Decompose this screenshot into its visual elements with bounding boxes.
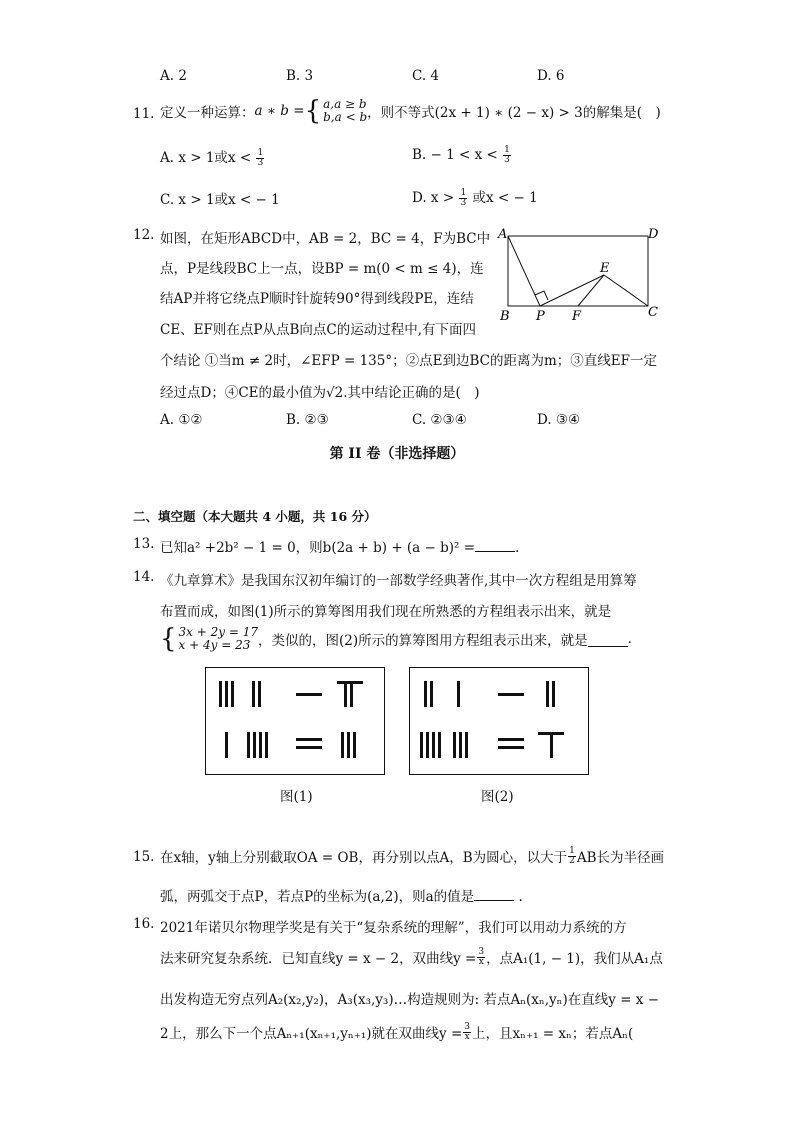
label-P: P <box>536 309 545 322</box>
q12-line-6: 经过点D；④CE的最小值为√2.其中结论正确的是( ) <box>160 385 480 401</box>
q14-eq1: 3x + 2y = 17 <box>178 625 258 639</box>
q12-option-c[interactable]: C. ②③④ <box>412 412 467 428</box>
q15-end: . <box>518 889 523 905</box>
q11-frac-b: $\frac{1}{3}$ <box>504 145 510 165</box>
q10-option-a[interactable]: A. 2 <box>160 68 187 84</box>
q14-eq2: x + 4y = 23 <box>178 638 251 652</box>
q15-line-2-text: 弧，两弧交于点P，若点P的坐标为(a,2)，则a的值是 <box>160 889 475 905</box>
section-2-heading: 二、填空题（本大题共 4 小题，共 16 分） <box>133 509 377 524</box>
q11-case1: a,a ≥ b <box>323 97 367 111</box>
q11-suffix: ，则不等式(2x + 1) ∗ (2 − x) > 3的解集是( ) <box>367 105 661 121</box>
q15-answer-blank[interactable] <box>474 886 514 901</box>
figure-1-caption: 图(1) <box>280 789 313 805</box>
q13-number: 13. <box>133 536 155 552</box>
q10-option-c[interactable]: C. 4 <box>412 68 440 84</box>
q11-option-a[interactable] <box>160 146 265 168</box>
q12-line-3: 结AP并将它绕点P顺时针旋转90°得到线段PE，连结 <box>160 291 474 307</box>
q14-number: 14. <box>133 569 155 585</box>
q16-line-2-pre: 法来研究复杂系统．已知直线y = x − 2，双曲线y = <box>160 951 477 967</box>
figure-2-caption: 图(2) <box>481 789 514 805</box>
q13-end: . <box>515 540 520 556</box>
q14-system-1: { 3x + 2y = 17 x + 4y = 23 <box>160 624 258 654</box>
q12-option-d[interactable]: D. ③④ <box>537 412 581 428</box>
q15-frac: $\frac{1}{2}$ <box>569 845 575 866</box>
label-B: B <box>500 309 510 322</box>
q16-line-4-pre: 2上，那么下一个点Aₙ₊₁(xₙ₊₁,yₙ₊₁)就在双曲线y = <box>160 1026 463 1042</box>
q15-number: 15. <box>133 849 155 865</box>
q12-option-b[interactable]: B. ②③ <box>286 412 329 428</box>
q11-option-d-pre: D. x > <box>412 190 455 206</box>
q11-stem <box>160 98 661 124</box>
q16-line-3: 出发构造无穷点列A₂(x₂,y₂)，A₃(x₃,y₃)…构造规则为: 若点Aₙ(xₙ,yₙ)在直线y = x − <box>160 992 660 1008</box>
q12-rectangle-figure <box>492 222 672 322</box>
q16-line-2-post: ，点A₁(1, − 1)，我们从A₁点 <box>486 951 663 967</box>
q11-piecewise: { a,a ≥ b b,a < b <box>304 96 368 126</box>
q11-option-b[interactable] <box>412 146 512 165</box>
q12-line-4: CE、EF则在点P从点B向点C的运动过程中,有下面四 <box>160 322 477 338</box>
q16-line-4-post: 上，且xₙ₊₁ = xₙ；若点Aₙ( <box>472 1026 634 1042</box>
q11-frac-d: $\frac{1}{3}$ <box>460 188 467 208</box>
q16-line-2 <box>160 947 663 967</box>
q11-case2: b,a < b <box>323 110 368 124</box>
q10-options <box>160 68 680 88</box>
q16-frac-1: $\frac{3}{x}$ <box>478 946 485 967</box>
q16-line-4 <box>160 1022 633 1042</box>
q11-prefix: 定义一种运算： <box>160 105 255 121</box>
q14-line-3 <box>160 626 632 652</box>
q12-number: 12. <box>133 227 155 243</box>
q13-answer-blank[interactable] <box>475 537 515 552</box>
label-D: D <box>648 227 659 242</box>
figure-1-counting-rods <box>205 667 385 775</box>
q14-answer-blank[interactable] <box>588 632 628 647</box>
q15-line-1 <box>160 846 664 866</box>
q11-op: a ∗ b = <box>254 103 305 119</box>
q12-line-5: 个结论 ①当m ≠ 2时，∠EFP = 135°；②点E到边BC的距离为m；③直线EF一定 <box>160 353 657 369</box>
q14-end: . <box>627 631 632 647</box>
q11-option-a-text: A. x > 1或x < <box>160 150 252 166</box>
q12-line-1: 如图，在矩形ABCD中，AB = 2，BC = 4，F为BC中 <box>160 231 491 247</box>
q12-line-2: 点，P是线段BC上一点，设BP = m(0 < m ≤ 4)，连 <box>160 261 484 277</box>
q11-number: 11. <box>133 106 155 122</box>
q11-frac-a: $\frac{1}{3}$ <box>257 148 264 168</box>
label-C: C <box>648 305 658 320</box>
part-ii-title: 第 II 卷（非选择题） <box>329 446 465 462</box>
label-E: E <box>600 261 610 276</box>
figure-2-counting-rods <box>409 667 589 775</box>
q10-option-d[interactable]: D. 6 <box>537 68 565 84</box>
q15-line-1-post: AB长为半径画 <box>576 850 665 866</box>
q11-option-d[interactable] <box>412 186 538 208</box>
q11-option-b-text: B. − 1 < x < <box>412 147 498 163</box>
q15-line-2 <box>160 885 523 905</box>
q16-frac-2: $\frac{3}{x}$ <box>464 1021 471 1042</box>
q12-option-a[interactable]: A. ①② <box>160 412 203 428</box>
label-A: A <box>498 227 508 242</box>
q14-line-2: 布置而成，如图(1)所示的算筹图用我们现在所熟悉的方程组表示出来，就是 <box>160 604 612 620</box>
q13-stem: 已知a² +2b² − 1 = 0，则b(2a + b) + (a − b)² = <box>160 540 476 556</box>
q11-option-c[interactable]: C. x > 1或x < − 1 <box>160 192 280 208</box>
label-F: F <box>572 309 582 322</box>
q16-number: 16. <box>133 916 155 932</box>
q13-text <box>160 536 519 556</box>
q10-option-b[interactable]: B. 3 <box>286 68 314 84</box>
q11-option-d-post: 或x < − 1 <box>472 190 538 206</box>
q12-options <box>160 412 680 432</box>
q16-line-1: 2021年诺贝尔物理学奖是有关于“复杂系统的理解”，我们可以用动力系统的方 <box>160 920 627 936</box>
q14-line-1: 《九章算术》是我国东汉初年编订的一部数学经典著作,其中一次方程组是用算筹 <box>160 573 637 589</box>
q15-line-1-pre: 在x轴，y轴上分别截取OA = OB，再分别以点A，B为圆心，以大于 <box>160 850 568 866</box>
q14-line-3-text: ，类似的，图(2)所示的算筹图用方程组表示出来，就是 <box>258 633 588 649</box>
